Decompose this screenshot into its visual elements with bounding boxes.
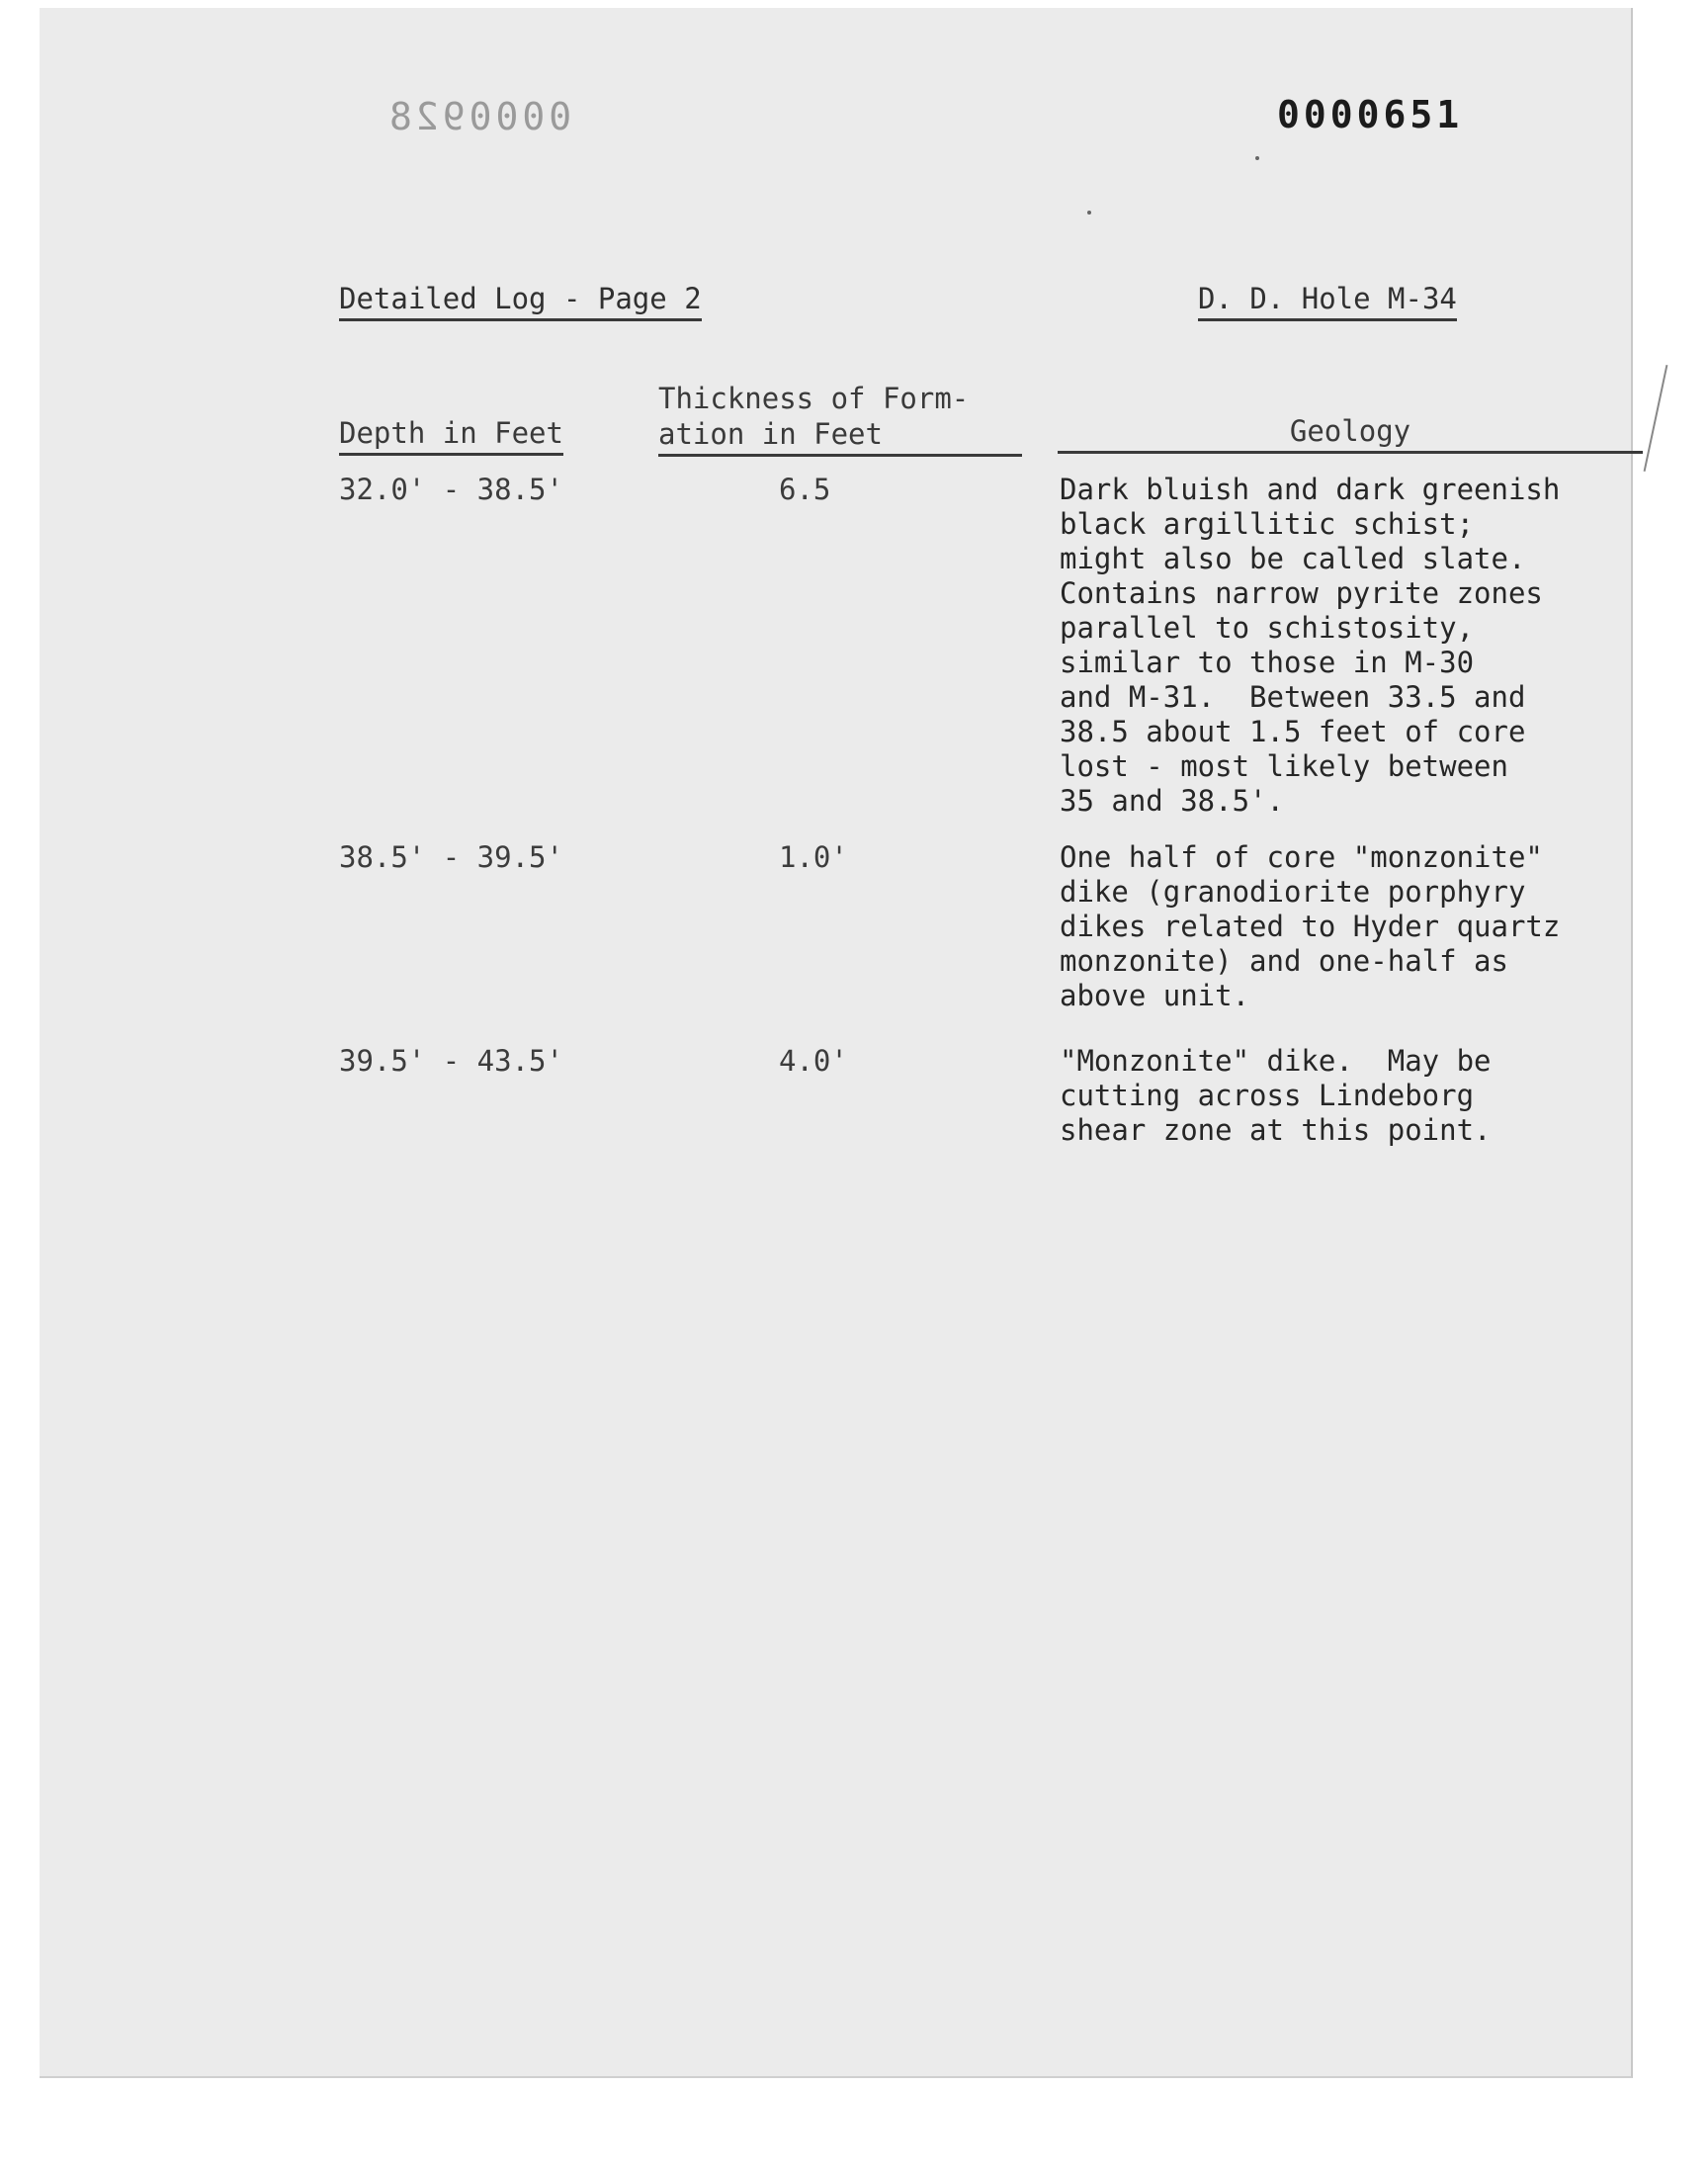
geology-line: and M-31. Between 33.5 and — [1060, 680, 1526, 714]
geology-line: Dark bluish and dark greenish — [1060, 473, 1561, 506]
document-control-number: 0000651 — [1277, 93, 1464, 136]
geology-line: monzonite) and one-half as — [1060, 944, 1508, 978]
column-header-thickness-line1: Thickness of Form- — [658, 382, 970, 415]
geology-description — [1060, 473, 1653, 819]
hole-identifier: D. D. Hole M-34 — [1198, 281, 1457, 321]
geology-description — [1060, 1044, 1653, 1148]
mirrored-bleed-through-number: 0000928 — [385, 95, 572, 138]
geology-line: shear zone at this point. — [1060, 1113, 1492, 1147]
geology-line: 38.5 about 1.5 feet of core — [1060, 715, 1526, 748]
geology-line: dike (granodiorite porphyry — [1060, 875, 1526, 909]
speck — [1255, 156, 1259, 160]
depth-range: 39.5' - 43.5' — [339, 1044, 563, 1078]
geology-line: similar to those in M-30 — [1060, 646, 1475, 679]
geology-line: lost - most likely between — [1060, 749, 1508, 783]
thickness-value: 6.5 — [779, 473, 831, 506]
geology-line: cutting across Lindeborg — [1060, 1079, 1475, 1112]
speck — [1087, 211, 1091, 215]
geology-line: Contains narrow pyrite zones — [1060, 576, 1543, 610]
geology-line: above unit. — [1060, 979, 1250, 1012]
column-header-thickness — [658, 381, 1022, 457]
thickness-value: 4.0' — [779, 1044, 848, 1078]
geology-line: black argillitic schist; — [1060, 507, 1475, 541]
column-header-thickness-line2: ation in Feet — [658, 416, 1022, 457]
geology-line: dikes related to Hyder quartz — [1060, 910, 1561, 943]
depth-range: 38.5' - 39.5' — [339, 840, 563, 874]
document-page — [40, 8, 1633, 2078]
geology-line: 35 and 38.5'. — [1060, 784, 1284, 818]
geology-description — [1060, 840, 1653, 1013]
margin-mark — [1644, 365, 1668, 472]
geology-line: "Monzonite" dike. May be — [1060, 1044, 1492, 1078]
page-heading: Detailed Log - Page 2 — [339, 281, 702, 321]
thickness-value: 1.0' — [779, 840, 848, 874]
column-header-depth: Depth in Feet — [339, 415, 563, 456]
geology-line: One half of core "monzonite" — [1060, 840, 1543, 874]
geology-line: might also be called slate. — [1060, 542, 1526, 575]
column-header-geology: Geology — [1058, 413, 1643, 454]
geology-line: parallel to schistosity, — [1060, 611, 1475, 645]
depth-range: 32.0' - 38.5' — [339, 473, 563, 506]
